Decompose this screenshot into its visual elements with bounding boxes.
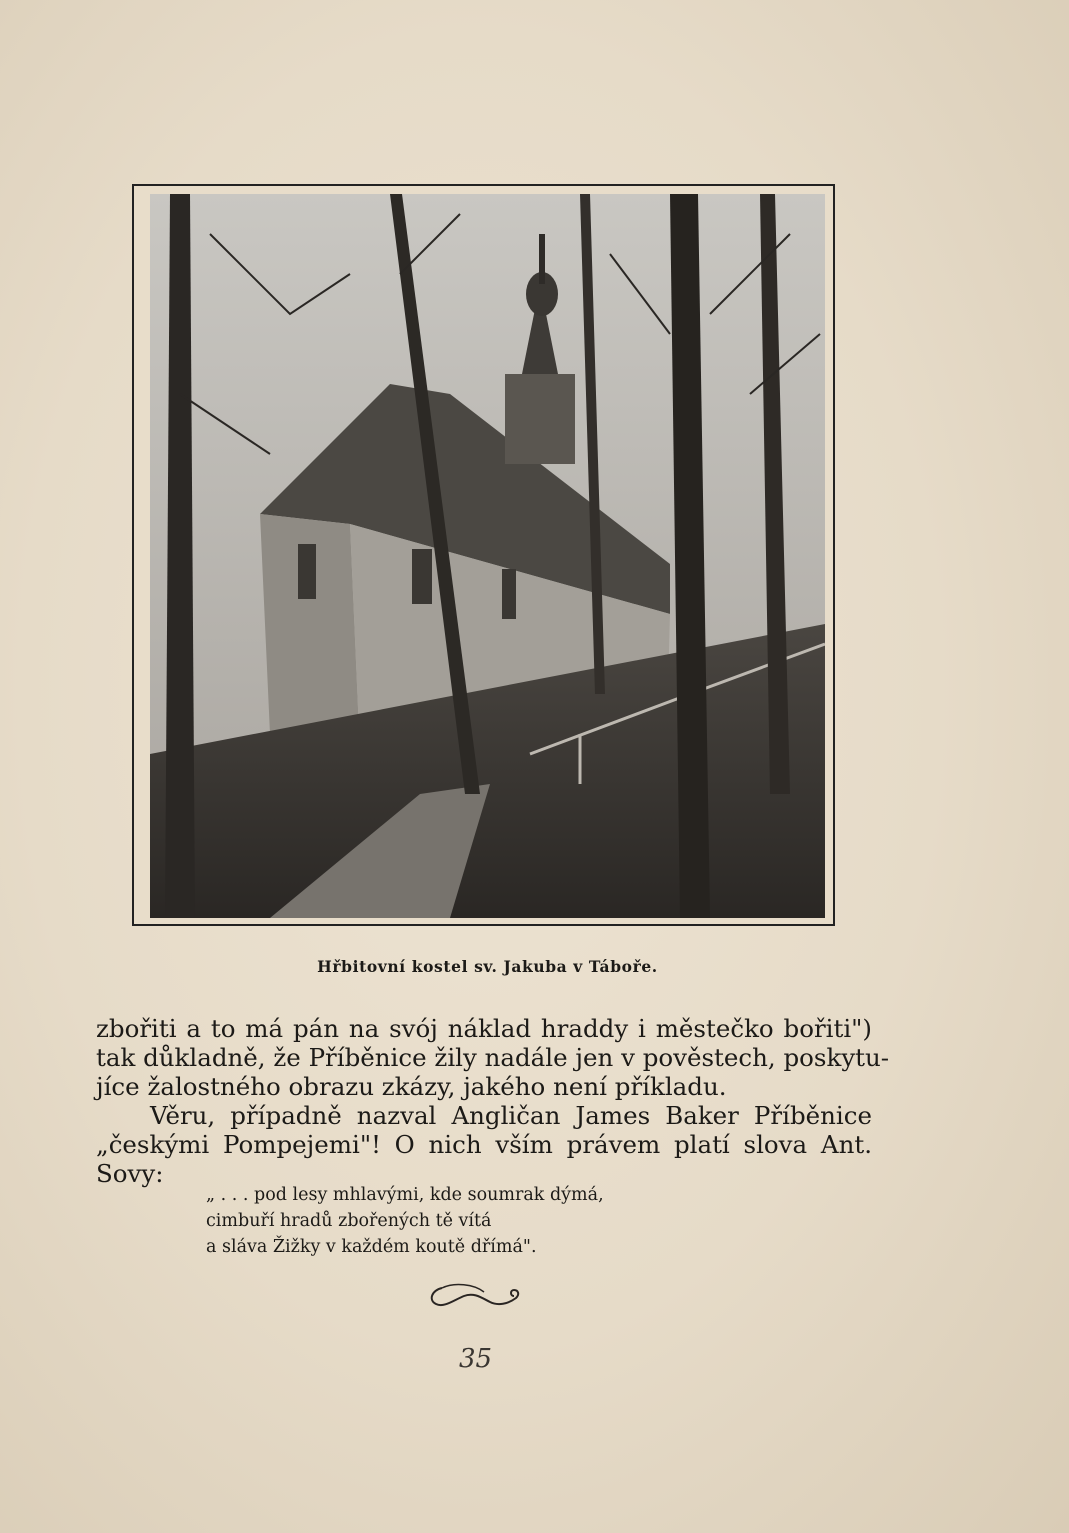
- poem-quote: [206, 1182, 604, 1260]
- poem-line: „ . . . pod lesy mhlavými, kde soumrak dýmá,: [206, 1185, 604, 1205]
- text-line: „českými Pompejemi"! O nich vším právem platí slova Ant.: [96, 1130, 872, 1159]
- photo-caption: Hřbitovní kostel sv. Jakuba v Táboře.: [317, 957, 658, 976]
- poem-line: cimbuří hradů zbořených tě vítá: [206, 1211, 492, 1231]
- paragraph-2: [96, 1101, 872, 1188]
- text-line: tak důkladně, že Příběnice žily nadále jen v pověstech, poskytu-: [96, 1043, 890, 1072]
- poem-line: a sláva Žižky v každém koutě dřímá".: [206, 1237, 537, 1257]
- text-line: Věru, případně nazval Angličan James Baker Příběnice: [150, 1101, 872, 1130]
- text-line: Sovy:: [96, 1159, 164, 1188]
- text-line: jíce žalostného obrazu zkázy, jakého není příkladu.: [96, 1072, 727, 1101]
- ornament-flourish-icon: [424, 1276, 526, 1314]
- paragraph-1: [96, 1014, 890, 1101]
- page-number: 35: [458, 1344, 493, 1374]
- text-line: zbořiti a to má pán na svój náklad hraddy i městečko bořiti"): [96, 1014, 872, 1043]
- church-photograph: [150, 194, 825, 918]
